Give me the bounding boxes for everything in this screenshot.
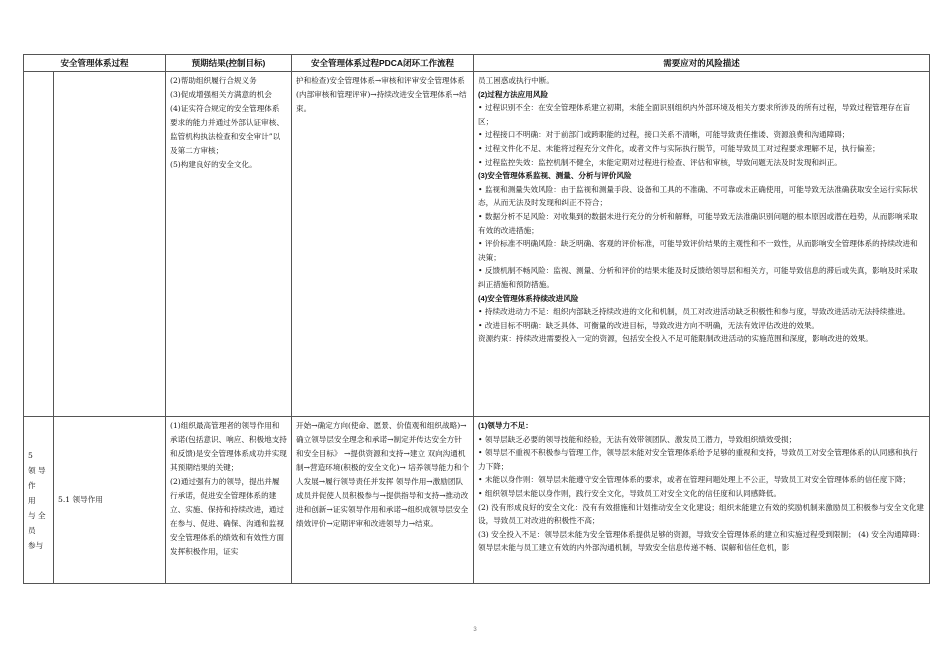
risk-item: • 监视和测量失效风险：由于监视和测量手段、设备和工具的不准确、不可靠或未正确使用，可能导致无法准确获取安全运行实际状态，从而无法及时发现和纠正不符合；	[478, 184, 918, 208]
risk-item: 资源约束：持续改进需要投入一定的资源，包括安全投入不足可能限制改进活动的实施范围和深度，影响改进的效果。	[478, 334, 873, 344]
section-cell-empty	[24, 72, 54, 417]
section-cell	[24, 417, 54, 584]
section-label: 5 领 导 作 用 与 全 员 参与	[28, 450, 46, 550]
process-cell: 5.1 领导作用	[54, 417, 166, 584]
table-row	[24, 72, 930, 417]
header-expected-result: 预期结果(控制目标)	[166, 55, 292, 72]
risk-item: (2) 没有形成良好的安全文化：没有有效措施和计划推动安全文化建设；组织未能建立有效的奖励机制来激励员工积极参与安全文化建设，导致员工对改进的积极性不高；	[478, 502, 925, 526]
expected-item: (1)组织最高管理者的领导作用和承诺(包括意识、响应、积极地支持和反馈)是安全管理体系成功并实现其预期结果的关键；	[170, 421, 287, 472]
expected-item: (3)促成增强相关方满意的机会	[170, 90, 272, 99]
pdca-text: 护和检查)安全管理体系→审核和评审安全管理体系(内部审核和管理评审)→持续改进安全管理体系→结束。	[296, 76, 467, 113]
risk-item: • 改进目标不明确：缺乏具体、可衡量的改进目标，导致改进方向不明确，无法有效评估改进的效果。	[478, 320, 820, 330]
risk-table	[23, 54, 930, 584]
risk-item: • 数据分析不足风险：对收集到的数据未进行充分的分析和解释，可能导致无法准确识别问题的根本原因或潜在趋势，从而影响采取有效的改进措施；	[478, 211, 918, 235]
risk-list	[478, 74, 925, 346]
risk-item: • 过程监控失效：监控机制不健全，未能定期对过程进行检查、评估和审核，导致问题无法及时发现和纠正。	[478, 157, 842, 167]
risk-cell	[474, 72, 930, 417]
risk-heading: (3)安全管理体系监视、测量、分析与评价风险	[478, 171, 632, 181]
risk-item: • 评价标准不明确风险：缺乏明确、客观的评价标准，可能导致评价结果的主观性和不一致性，从而影响安全管理体系的持续改进和决策；	[478, 239, 918, 262]
risk-heading: (1)领导力不足：	[478, 421, 533, 430]
process-cell-empty	[54, 72, 166, 417]
risk-item: 员工困惑或执行中断。	[478, 76, 554, 85]
header-pdca-flow: 安全管理体系过程PDCA闭环工作流程	[292, 55, 474, 72]
risk-heading: (2)过程方法应用风险	[478, 89, 549, 99]
expected-item: (5)构建良好的安全文化。	[170, 160, 257, 169]
header-risk-description: 需要应对的风险描述	[474, 55, 930, 72]
risk-item: • 反馈机制不畅风险：监视、测量、分析和评价的结果未能及时反馈给领导层和相关方，可能导致信息的滞后或失真，影响及时采取纠正措施和预防措施。	[478, 266, 918, 289]
risk-item: • 领导层缺乏必要的领导技能和经验，无法有效带领团队、激发员工潜力，导致组织绩效受损；	[478, 434, 797, 444]
risk-item: • 过程识别不全：在安全管理体系建立初期，未能全面识别组织内外部环境及相关方要求所涉及的所有过程，导致过程管理存在盲区；	[478, 103, 911, 126]
expected-item: (4)证实符合规定的安全管理体系要求的能力并通过外部认证审核、监管机构执法检查和安全审计”以及第二方审核；	[170, 104, 284, 155]
risk-item: • 过程接口不明确：对于前部门或跨职能的过程，接口关系不清晰，可能导致责任推诿、资源浪费和沟通障碍；	[478, 130, 850, 140]
risk-cell	[474, 417, 930, 584]
risk-item: • 领导层不重视不积极参与管理工作，领导层未能对安全管理体系给予足够的重视和支持，导致员工对安全管理体系的认同感和执行力下降；	[478, 448, 918, 471]
risk-heading: (4)安全管理体系持续改进风险	[478, 293, 579, 303]
header-row	[24, 55, 930, 72]
risk-item: • 持续改进动力不足：组织内部缺乏持续改进的文化和机制，员工对改进活动缺乏积极性和参与度，导致改进活动无法持续推进。	[478, 307, 911, 317]
expected-result-cell	[166, 417, 292, 584]
pdca-text: 开始→确定方向(使命、愿景、价值观和组织战略)→确立领导层安全理念和承诺→制定并传达安全方针和安全目标》 →提供资源和支持→建立 双向沟通机制→营造环境(积极的安全文化)→ 培养领导能力和个人发展→履行领导责任并发挥 领导作用→激励团队成员并促使人员积极参与→提供指导和支持→推动改进和创新→证实领导作用和承诺→组织成领导层安全绩效评价→定期评审和改进领导力→结束。	[296, 421, 469, 528]
risk-item: • 过程文件化不足、未能将过程充分文件化，或者文件与实际执行脱节，可能导致员工对过程要求理解不足，执行偏差；	[478, 143, 880, 153]
pdca-cell	[292, 72, 474, 417]
header-process: 安全管理体系过程	[24, 55, 166, 72]
risk-item: • 未能以身作则：领导层未能遵守安全管理体系的要求，或者在管理问题处理上不公正，导致员工对安全管理体系的信任度下降；	[478, 475, 911, 485]
expected-item: (2)帮助组织履行合规义务	[170, 76, 257, 85]
expected-result-cell	[166, 72, 292, 417]
page-number: 3	[473, 627, 477, 633]
risk-item: • 组织领导层未能以身作则，践行安全文化，导致员工对安全文化的信任度和认同感降低。	[478, 488, 782, 498]
table-row	[24, 417, 930, 584]
risk-list	[478, 419, 925, 555]
pdca-cell	[292, 417, 474, 584]
risk-item: (3) 安全投入不足：领导层未能为安全管理体系提供足够的资源，导致安全管理体系的建立和实施过程受到限制； (4) 安全沟通障碍：领导层未能与员工建立有效的内外部沟通机制，导致安全信息传递不畅、误解和信任危机，影	[478, 529, 925, 553]
expected-item: (2)通过强有力的领导，提出并履行承诺，促进安全管理体系的建立、实施、保持和持续改进，通过在参与、促进、确保、沟通和监视安全管理体系的绩效和有效性方面发挥积极作用，证实	[170, 477, 284, 556]
